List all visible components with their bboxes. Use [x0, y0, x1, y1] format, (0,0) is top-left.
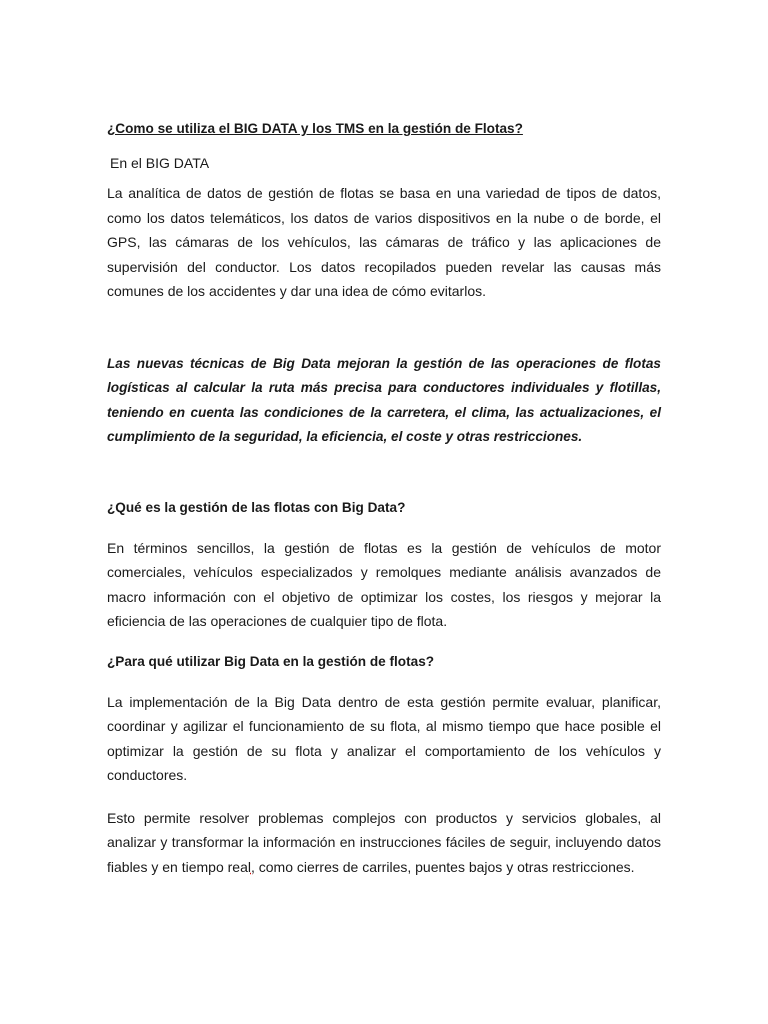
- paragraph-benefits-start: Esto permite resolver problemas complejos con productos y servicios globales, al analizar y transformar la información en instrucciones fáciles de seguir, incluyendo datos fiables y en tiempo real: [107, 809, 661, 875]
- paragraph-definition: En términos sencillos, la gestión de flotas es la gestión de vehículos de motor comerciales, vehículos especializados y remolques mediante análisis avanzados de macro información con el objetivo de optimizar los costes, los riesgos y mejorar la eficiencia de las operaciones de cualquier tipo de flota.: [107, 539, 661, 629]
- paragraph-implementation: La implementación de la Big Data dentro de esta gestión permite evaluar, planificar, coordinar y agilizar el funcionamiento de su flota, al mismo tiempo que hace posible el optimizar la gestión de su flota y analizar el comportamiento de los vehículos y conductores.: [107, 693, 661, 783]
- document-page: [107, 119, 661, 879]
- spellcheck-mark: ,: [250, 858, 255, 875]
- heading-why-use: ¿Para qué utilizar Big Data en la gestión de flotas?: [107, 653, 435, 669]
- paragraph-intro: La analítica de datos de gestión de flotas se basa en una variedad de tipos de datos, como los datos telemáticos, los datos de varios dispositivos en la nube o de borde, el GPS, las cámaras de los vehículos, las cámaras de tráfico y las aplicaciones de supervisión del conductor. Los datos recopilados pueden revelar las causas más comunes de los accidentes y dar una idea de cómo evitarlos.: [107, 185, 661, 299]
- document-title: ¿Como se utiliza el BIG DATA y los TMS en la gestión de Flotas?: [107, 121, 523, 136]
- section-subtitle: En el BIG DATA: [110, 155, 210, 171]
- heading-what-is: ¿Qué es la gestión de las flotas con Big Data?: [107, 499, 406, 515]
- highlight-paragraph: Las nuevas técnicas de Big Data mejoran la gestión de las operaciones de flotas logísticas al calcular la ruta más precisa para conductores individuales y flotillas, teniendo en cuenta las condiciones de la carretera, el clima, las actualizaciones, el cumplimiento de la seguridad, la eficiencia, el coste y otras restricciones.: [107, 355, 661, 444]
- paragraph-benefits: [107, 806, 661, 880]
- paragraph-benefits-end: como cierres de carriles, puentes bajos y otras restricciones.: [254, 858, 635, 875]
